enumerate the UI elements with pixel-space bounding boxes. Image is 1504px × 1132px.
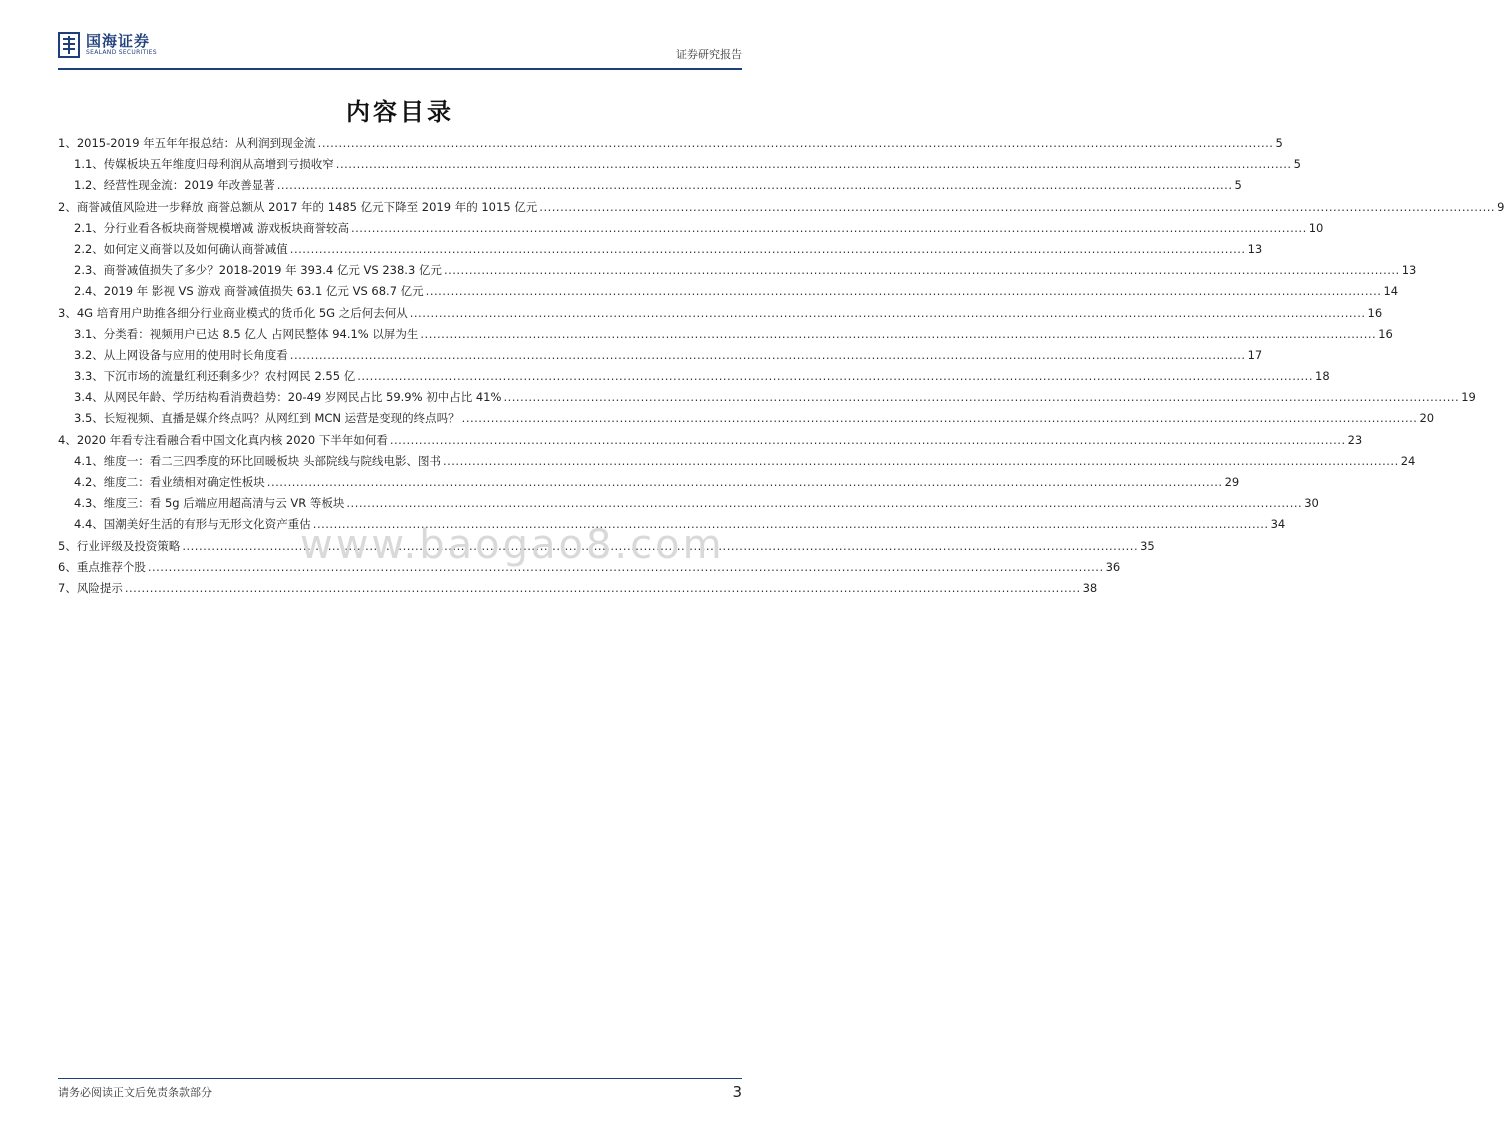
toc-entry-title: 重点推荐个股 (76, 559, 146, 574)
toc-entry-number: 3.3、 (74, 369, 104, 384)
toc-entry-title: 2019 年 影视 VS 游戏 商誉减值损失 63.1 亿元 VS 68.7 亿元 (103, 284, 424, 299)
toc-entry[interactable] (58, 135, 1283, 156)
toc-entry-number: 4.3、 (74, 496, 104, 511)
toc-entry-page: 36 (1105, 559, 1121, 574)
toc-entry-page: 10 (1308, 220, 1324, 235)
toc-entry[interactable] (58, 432, 1363, 453)
toc-leader-dots (267, 475, 1223, 489)
page-header (58, 28, 742, 70)
toc-entry-title: 从上网设备与应用的使用时长角度看 (103, 347, 288, 362)
toc-leader-dots (390, 433, 1346, 447)
toc-leader-dots (277, 178, 1233, 192)
toc-entry-number: 4.2、 (74, 475, 104, 489)
toc-entry-number: 7、 (58, 580, 77, 595)
toc-entry-title: 维度一：看二三四季度的环比回暖板块 头部院线与院线电影、图书 (103, 453, 441, 468)
toc-leader-dots (539, 200, 1495, 214)
toc-entry-number: 3、 (58, 305, 77, 320)
toc-entry[interactable] (58, 283, 1399, 304)
toc-entry-number: 2.3、 (74, 263, 104, 278)
toc-entry-number: 3.2、 (74, 347, 104, 362)
toc-entry-page: 29 (1224, 475, 1240, 489)
toc-entry-page: 24 (1400, 453, 1416, 468)
toc-entry-number: 4.4、 (74, 517, 104, 532)
toc-entry-number: 3.5、 (74, 411, 104, 426)
toc-entry[interactable] (58, 305, 1383, 326)
toc-entry-title: 分行业看各板块商誉规模增减 游戏板块商誉较高 (103, 220, 349, 235)
toc-entry-title: 2015-2019 年五年年报总结：从利润到现金流 (76, 136, 316, 150)
toc-entry-page: 14 (1383, 284, 1399, 299)
toc-entry-title: 长短视频、直播是媒介终点吗？从网红到 MCN 运营是变现的终点吗？ (103, 411, 460, 426)
toc-leader-dots (443, 454, 1399, 468)
toc-entry[interactable] (58, 580, 1098, 601)
toc-entry[interactable] (58, 453, 1416, 474)
toc-entry[interactable] (58, 177, 1242, 198)
toc-entry-title: 4G 培育用户助推各细分行业商业模式的货币化 5G 之后何去何从 (76, 305, 408, 320)
toc-entry-number: 1.1、 (74, 157, 104, 172)
toc-entry-page: 13 (1247, 241, 1263, 256)
watermark: www.baogao8.com (300, 522, 725, 568)
toc-entry[interactable] (58, 347, 1263, 368)
toc-leader-dots (351, 221, 1307, 235)
toc-leader-dots (336, 157, 1292, 171)
toc-entry[interactable] (58, 474, 1240, 495)
toc-entry-title: 2020 年看专注看融合看中国文化真内核 2020 下半年如何看 (76, 432, 388, 447)
toc-entry-number: 4.1、 (74, 453, 104, 468)
toc-entry-page: 20 (1419, 411, 1435, 426)
toc-leader-dots (444, 263, 1400, 277)
toc-entry[interactable] (58, 410, 1435, 431)
toc-title: 内容目录 (346, 98, 454, 126)
toc-entry-number: 2.1、 (74, 220, 104, 235)
toc-leader-dots (410, 306, 1366, 320)
toc-leader-dots (420, 327, 1376, 341)
toc-entry[interactable] (58, 220, 1324, 241)
toc-entry[interactable] (58, 262, 1417, 283)
page-number: 3 (732, 1083, 742, 1101)
toc-leader-dots (290, 348, 1246, 362)
toc-entry-number: 3.1、 (74, 326, 104, 341)
company-logo (58, 32, 157, 58)
toc-entry-page: 16 (1378, 326, 1393, 341)
toc-entry-number: 2、 (58, 199, 77, 214)
toc-entry-page: 13 (1401, 263, 1417, 278)
toc-entry-page: 35 (1140, 538, 1155, 553)
toc-entry-title: 从网民年龄、学历结构看消费趋势：20-49 岁网民占比 59.9% 初中占比 41% (103, 390, 502, 405)
report-type-label: 证券研究报告 (676, 48, 742, 61)
toc-entry[interactable] (58, 389, 1476, 410)
toc-entry-page: 30 (1304, 496, 1319, 511)
toc-entry[interactable] (58, 495, 1319, 516)
toc-entry-page: 23 (1347, 432, 1363, 447)
toc-entry-page: 19 (1461, 390, 1476, 405)
toc-leader-dots (462, 411, 1418, 425)
toc-entry-title: 分类看：视频用户已达 8.5 亿人 占网民整体 94.1% 以屏为生 (103, 326, 419, 341)
toc-entry-title: 行业评级及投资策略 (76, 538, 181, 553)
toc-entry-number: 1.2、 (74, 178, 104, 193)
toc-entry-page: 5 (1293, 157, 1301, 172)
toc-entry-page: 18 (1315, 369, 1330, 384)
toc-entry[interactable] (58, 368, 1330, 389)
toc-entry-page: 9 (1497, 199, 1504, 214)
toc-entry-title: 风险提示 (76, 580, 123, 595)
toc-entry[interactable] (58, 156, 1301, 177)
toc-entry[interactable] (58, 326, 1393, 347)
toc-entry-title: 商誉减值损失了多少？2018-2019 年 393.4 亿元 VS 238.3 亿元 (103, 263, 442, 278)
toc-entry-number: 1、 (58, 136, 77, 150)
logo-chinese-name: 国海证券 (86, 32, 151, 50)
toc-entry-title: 传媒板块五年维度归母利润从高增到亏损收窄 (103, 157, 334, 172)
toc-entry-title: 国潮美好生活的有形与无形文化资产重估 (103, 517, 311, 532)
toc-entry-title: 如何定义商誉以及如何确认商誉减值 (103, 241, 288, 256)
toc-entry[interactable] (58, 241, 1263, 262)
toc-entry-number: 2.4、 (74, 284, 104, 299)
toc-leader-dots (125, 581, 1081, 595)
toc-entry-number: 4、 (58, 432, 77, 447)
toc-entry-page: 17 (1247, 347, 1263, 362)
toc-entry-page: 5 (1234, 178, 1242, 193)
toc-entry-number: 3.4、 (74, 390, 104, 405)
toc-entry-title: 商誉减值风险进一步释放 商誉总额从 2017 年的 1485 亿元下降至 2019 年的 1015 亿元 (76, 199, 538, 214)
toc-entry-title: 维度三：看 5g 后端应用超高清与云 VR 等板块 (103, 496, 345, 511)
page-footer (58, 1078, 742, 1107)
toc-entry[interactable] (58, 199, 1504, 220)
toc-leader-dots (290, 242, 1246, 256)
toc-entry-page: 16 (1367, 305, 1383, 320)
toc-leader-dots (357, 369, 1313, 383)
toc-entry-page: 38 (1082, 580, 1098, 595)
toc-entry-title: 下沉市场的流量红利还剩多少？农村网民 2.55 亿 (103, 369, 356, 384)
toc-entry-number: 6、 (58, 559, 77, 574)
logo-english-name: SEALAND SECURITIES (86, 49, 157, 56)
toc-entry-title: 维度二：看业绩相对确定性板块 (103, 475, 265, 489)
toc-entry-number: 5、 (58, 538, 77, 553)
toc-entry-page: 34 (1270, 517, 1286, 532)
toc-entry-number: 2.2、 (74, 241, 104, 256)
toc-entry-title: 经营性现金流：2019 年改善显著 (103, 178, 275, 193)
disclaimer-note: 请务必阅读正文后免责条款部分 (58, 1086, 212, 1099)
toc-entry-page: 5 (1275, 136, 1283, 150)
toc-leader-dots (426, 284, 1382, 298)
toc-leader-dots (503, 390, 1459, 404)
sealand-logo-icon (58, 32, 80, 58)
toc-leader-dots (346, 496, 1302, 510)
toc-leader-dots (318, 136, 1274, 150)
